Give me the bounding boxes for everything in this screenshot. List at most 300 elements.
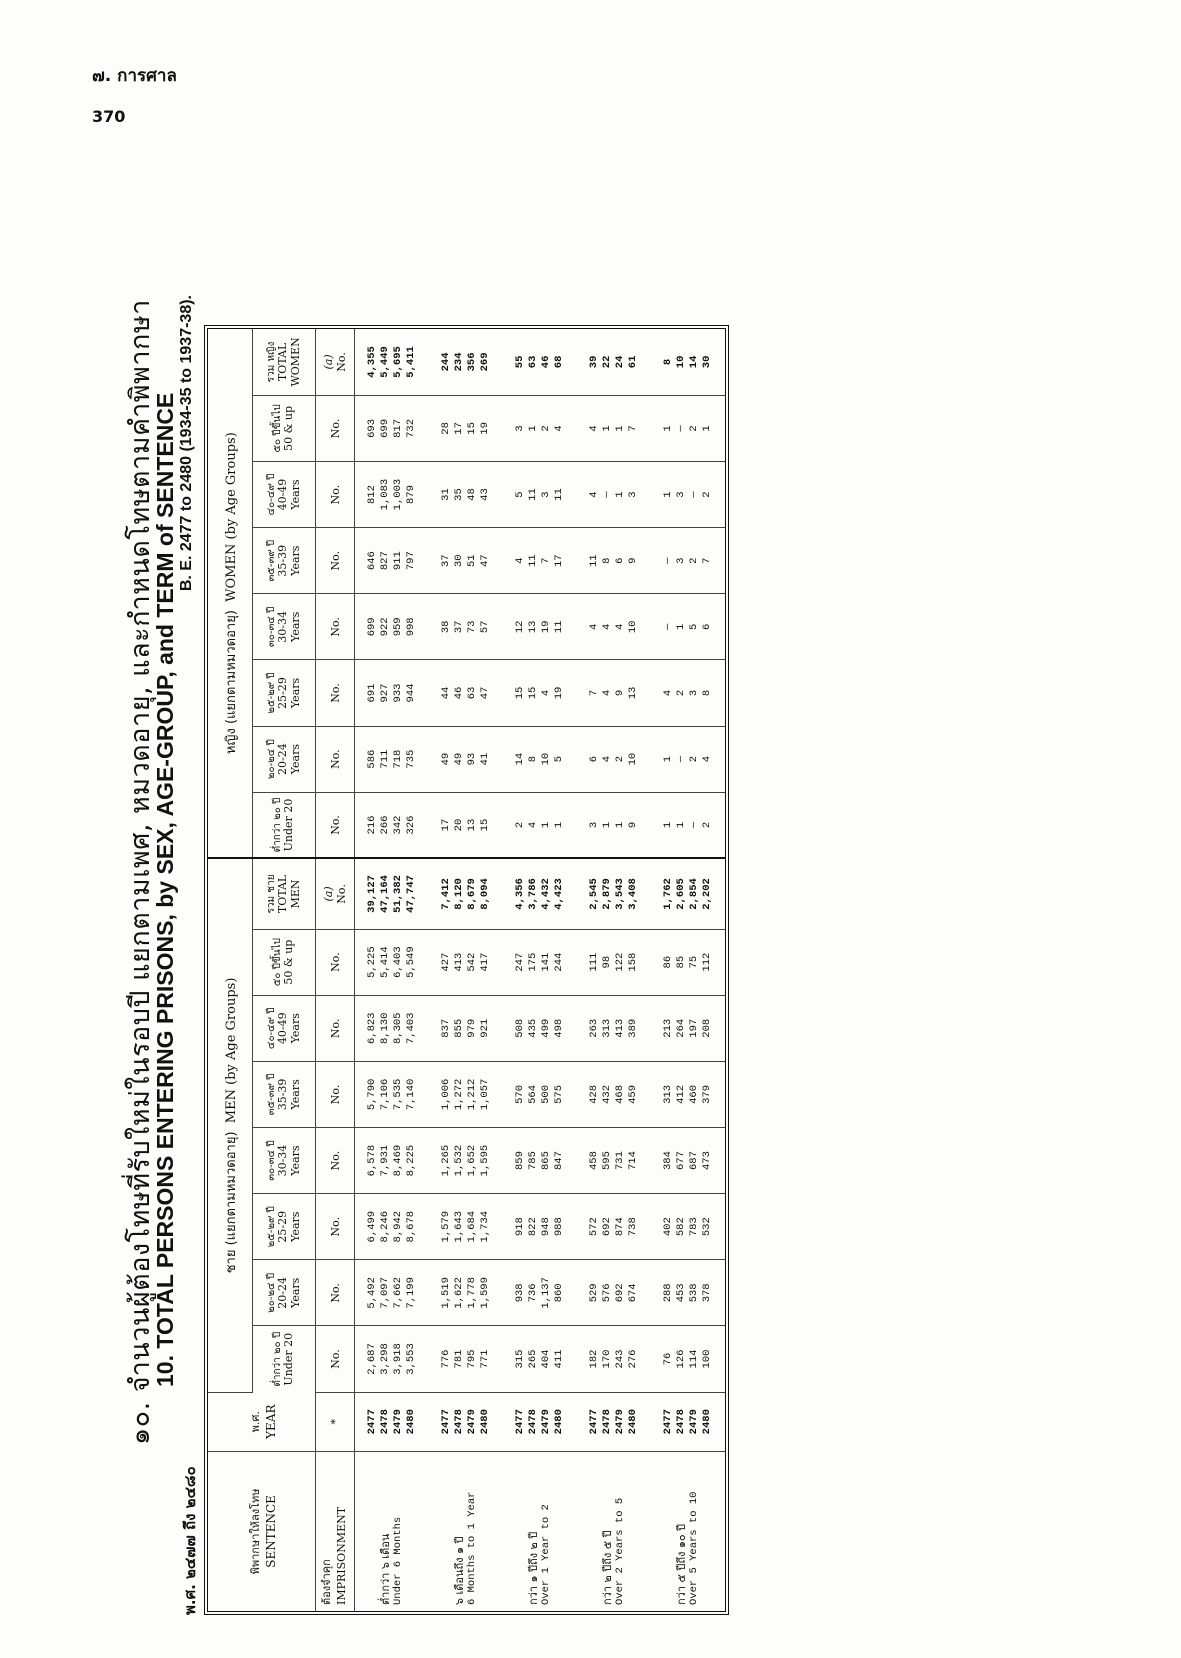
count-value: 243 <box>614 1349 626 1369</box>
sentence-group-row <box>651 329 725 1611</box>
count-value: 10 <box>540 752 552 766</box>
count-value: 4 <box>540 689 552 697</box>
count-value: 4 <box>601 755 613 763</box>
count-value: 1,003 <box>392 478 404 511</box>
count-value: 35 <box>453 488 465 501</box>
year-cell <box>355 1392 430 1451</box>
count-value: 837 <box>440 1018 452 1038</box>
sentence-group-row <box>355 329 430 1611</box>
count-value: 860 <box>553 1283 565 1303</box>
women-count-cell <box>651 329 725 395</box>
count-value: 582 <box>675 1217 687 1237</box>
count-value: 428 <box>588 1084 600 1104</box>
count-value: 263 <box>588 1018 600 1038</box>
women-count-cell <box>429 329 503 395</box>
count-value: 781 <box>453 1349 465 1369</box>
count-value: 9 <box>614 689 626 697</box>
women-count-cell <box>503 329 577 395</box>
count-value: 17 <box>553 554 565 567</box>
count-value: 5,449 <box>379 346 391 378</box>
count-value: 3,553 <box>405 1343 417 1375</box>
count-value: 342 <box>392 815 404 835</box>
count-value: 933 <box>392 683 404 703</box>
count-value: 216 <box>366 815 378 835</box>
count-value: 30 <box>701 355 713 369</box>
count-value: 7,140 <box>405 1078 417 1111</box>
count-value: 1,652 <box>466 1144 478 1177</box>
count-value: 795 <box>466 1349 478 1369</box>
count-value: 4,355 <box>366 346 378 378</box>
count-value: 731 <box>614 1151 626 1171</box>
count-value: 693 <box>366 418 378 438</box>
count-value: 14 <box>514 752 526 766</box>
count-value: 7 <box>627 425 639 432</box>
count-value: 7,097 <box>379 1277 391 1309</box>
count-value: 2 <box>688 557 700 564</box>
count-value: 8,120 <box>453 878 465 910</box>
women-count-cell <box>577 660 651 726</box>
count-value: 6 <box>701 623 713 630</box>
count-value: 4 <box>601 689 613 697</box>
men-count-cell <box>651 1194 725 1260</box>
count-value: 699 <box>379 418 391 438</box>
count-value: 2,879 <box>601 878 613 910</box>
count-value: 1,579 <box>440 1210 452 1243</box>
year-value: 2478 <box>527 1409 539 1435</box>
count-value: 911 <box>392 551 404 571</box>
women-count-cell <box>503 461 577 527</box>
count-value: 738 <box>627 1217 639 1237</box>
count-value: 10 <box>627 752 639 766</box>
count-value: 48 <box>466 488 478 501</box>
women-age-col-header: ต่ำกว่า ๒๐ ปี Under 20 <box>253 792 316 858</box>
count-value: 468 <box>614 1084 626 1104</box>
women-count-cell <box>355 329 430 395</box>
count-value: 927 <box>379 683 391 703</box>
men-count-cell <box>651 1260 725 1326</box>
count-value: — <box>688 821 700 829</box>
count-value: 98 <box>601 955 613 969</box>
women-count-cell <box>577 329 651 395</box>
count-value: 112 <box>701 952 713 972</box>
count-value: 276 <box>627 1349 639 1369</box>
no-label-cell: No. <box>316 660 355 726</box>
women-count-cell <box>503 792 577 858</box>
count-value: 37 <box>453 620 465 634</box>
count-value: 2,202 <box>701 878 713 910</box>
count-value: 508 <box>514 1018 526 1038</box>
women-count-cell <box>355 792 430 858</box>
count-value: 6 <box>588 755 600 763</box>
count-value: 921 <box>479 1018 491 1038</box>
count-value: — <box>688 491 700 498</box>
count-value: 473 <box>701 1151 713 1171</box>
men-count-cell <box>503 929 577 995</box>
count-value: 37 <box>440 554 452 567</box>
count-value: 7,403 <box>405 1012 417 1045</box>
count-value: 8 <box>701 689 713 697</box>
count-value: 711 <box>379 749 391 769</box>
women-age-col-header: ๓๕-๓๙ ปี 35-39 Years <box>253 528 316 594</box>
count-value: 7,535 <box>392 1078 404 1111</box>
year-header: พ.ศ. YEAR <box>208 1392 316 1451</box>
imprisonment-label: ต้องจำคุก IMPRISONMENT <box>316 1451 355 1611</box>
count-value: 13 <box>527 620 539 634</box>
count-value: 44 <box>440 686 452 700</box>
men-count-cell <box>577 995 651 1061</box>
count-value: 8 <box>662 358 674 366</box>
count-value: 17 <box>440 818 452 832</box>
count-value: 85 <box>675 955 687 969</box>
count-value: 3,408 <box>627 878 639 910</box>
women-count-cell <box>651 461 725 527</box>
count-value: 5,411 <box>405 346 417 378</box>
women-count-cell <box>355 395 430 461</box>
men-count-cell <box>577 1326 651 1392</box>
women-count-cell <box>577 594 651 660</box>
count-value: 6,823 <box>366 1012 378 1045</box>
men-count-cell <box>651 929 725 995</box>
count-value: 1 <box>614 491 626 498</box>
count-value: 11 <box>553 488 565 501</box>
year-value: 2478 <box>379 1409 391 1435</box>
count-value: 15 <box>514 686 526 700</box>
count-value: 111 <box>588 952 600 972</box>
no-label-cell: No. <box>316 929 355 995</box>
count-value: 500 <box>540 1084 552 1104</box>
count-value: 822 <box>527 1217 539 1237</box>
count-value: 15 <box>527 686 539 700</box>
count-value: 264 <box>675 1018 687 1038</box>
count-value: 859 <box>514 1151 526 1171</box>
count-value: 1,778 <box>466 1277 478 1309</box>
count-value: 718 <box>392 749 404 769</box>
count-value: 538 <box>688 1283 700 1303</box>
count-value: 11 <box>527 488 539 501</box>
count-value: 1 <box>701 425 713 432</box>
no-label-cell: No. <box>316 1260 355 1326</box>
count-value: 8,305 <box>392 1012 404 1045</box>
count-value: 3,918 <box>392 1343 404 1375</box>
women-count-cell <box>503 594 577 660</box>
women-count-cell <box>651 528 725 594</box>
count-value: 736 <box>527 1283 539 1303</box>
count-value: 2 <box>701 491 713 498</box>
count-value: 2 <box>688 755 700 763</box>
year-value: 2479 <box>688 1409 700 1435</box>
men-count-cell <box>651 1127 725 1193</box>
count-value: 7,106 <box>379 1078 391 1111</box>
count-value: 247 <box>514 952 526 972</box>
count-value: 15 <box>466 422 478 435</box>
men-count-cell <box>503 1127 577 1193</box>
count-value: 812 <box>366 485 378 505</box>
count-value: 17 <box>453 422 465 435</box>
no-label-cell: No. <box>316 395 355 461</box>
count-value: 51 <box>466 554 478 567</box>
count-value: 11 <box>527 554 539 567</box>
count-value: 100 <box>701 1349 713 1369</box>
count-value: 41 <box>479 752 491 766</box>
women-count-cell <box>503 726 577 792</box>
count-value: 5,549 <box>405 946 417 978</box>
count-value: 7 <box>701 557 713 564</box>
count-value: 86 <box>662 955 674 969</box>
count-value: 797 <box>405 551 417 571</box>
count-value: 817 <box>392 418 404 438</box>
women-count-cell <box>651 594 725 660</box>
count-value: 542 <box>466 952 478 972</box>
year-value: 2479 <box>466 1409 478 1435</box>
count-value: 1,762 <box>662 878 674 910</box>
count-value: 14 <box>688 355 700 369</box>
count-value: 4 <box>588 623 600 630</box>
count-value: — <box>675 425 687 432</box>
count-value: 944 <box>405 683 417 703</box>
count-value: 8,094 <box>479 878 491 910</box>
count-value: 61 <box>627 355 639 369</box>
count-value: 208 <box>701 1018 713 1038</box>
count-value: 458 <box>588 1151 600 1171</box>
women-count-cell <box>503 395 577 461</box>
count-value: 234 <box>453 352 465 372</box>
count-value: 170 <box>601 1349 613 1369</box>
count-value: 714 <box>627 1151 639 1171</box>
total-men-header: รวม ชาย TOTAL MEN <box>253 858 316 929</box>
count-value: 384 <box>662 1151 674 1171</box>
count-value: 49 <box>453 752 465 766</box>
year-cell <box>577 1392 651 1451</box>
count-value: 1 <box>614 821 626 829</box>
men-count-cell <box>577 1194 651 1260</box>
count-value: 182 <box>588 1349 600 1369</box>
year-value: 2477 <box>366 1409 378 1435</box>
women-count-cell <box>651 726 725 792</box>
count-value: 8,679 <box>466 878 478 910</box>
count-value: 5,225 <box>366 946 378 978</box>
count-value: 922 <box>379 617 391 637</box>
count-value: 1,532 <box>453 1144 465 1177</box>
count-value: 1,272 <box>453 1078 465 1111</box>
count-value: 244 <box>553 952 565 972</box>
count-value: 8,678 <box>405 1210 417 1243</box>
count-value: 55 <box>514 355 526 369</box>
men-count-cell <box>651 995 725 1061</box>
count-value: 5,790 <box>366 1078 378 1111</box>
count-value: 389 <box>627 1018 639 1038</box>
women-count-cell <box>651 660 725 726</box>
count-value: 570 <box>514 1084 526 1104</box>
count-value: 735 <box>405 749 417 769</box>
count-value: 959 <box>392 617 404 637</box>
year-value: 2479 <box>540 1409 552 1435</box>
women-count-cell <box>355 461 430 527</box>
sentence-group-row <box>577 329 651 1611</box>
count-value: 47,164 <box>379 875 391 913</box>
count-value: 4,432 <box>540 878 552 910</box>
women-count-cell <box>577 461 651 527</box>
count-value: 265 <box>527 1349 539 1369</box>
women-count-cell <box>429 395 503 461</box>
count-value: 10 <box>675 355 687 369</box>
count-value: 1,006 <box>440 1078 452 1111</box>
count-value: 564 <box>527 1084 539 1104</box>
count-value: 3,786 <box>527 878 539 910</box>
no-label-cell: No. <box>316 1127 355 1193</box>
count-value: 43 <box>479 488 491 501</box>
women-count-cell <box>429 792 503 858</box>
count-value: 269 <box>479 352 491 372</box>
women-count-cell <box>355 660 430 726</box>
count-value: 3 <box>588 821 600 829</box>
count-value: 2 <box>540 425 552 432</box>
count-value: 49 <box>440 752 452 766</box>
count-value: 453 <box>675 1283 687 1303</box>
count-value: 326 <box>405 815 417 835</box>
count-value: 459 <box>627 1084 639 1104</box>
women-count-cell <box>429 528 503 594</box>
year-value: 2480 <box>701 1409 713 1435</box>
women-count-cell <box>355 594 430 660</box>
women-count-cell <box>429 461 503 527</box>
count-value: 6,499 <box>366 1210 378 1243</box>
count-value: 9 <box>627 557 639 564</box>
count-value: 28 <box>440 422 452 435</box>
no-label-cell: No. <box>316 1061 355 1127</box>
imprisonment-mark: * <box>316 1392 355 1451</box>
no-label-cell: No. <box>316 461 355 527</box>
count-value: 1 <box>540 821 552 829</box>
count-value: 674 <box>627 1283 639 1303</box>
count-value: 411 <box>553 1349 565 1369</box>
year-cell <box>503 1392 577 1451</box>
men-count-cell <box>429 995 503 1061</box>
count-value: 1 <box>553 821 565 829</box>
year-value: 2479 <box>614 1409 626 1435</box>
count-value: 7 <box>588 689 600 697</box>
men-count-cell <box>503 1061 577 1127</box>
count-value: 2 <box>701 821 713 829</box>
men-count-cell <box>577 1061 651 1127</box>
count-value: 827 <box>379 551 391 571</box>
count-value: 776 <box>440 1349 452 1369</box>
page-number: 370 <box>92 107 126 126</box>
count-value: — <box>662 557 674 564</box>
count-value: 1 <box>675 623 687 630</box>
year-value: 2480 <box>479 1409 491 1435</box>
men-group-header: ชาย (แยกตามหมวดอายุ) MEN (by Age Groups) <box>208 858 253 1392</box>
count-value: 1 <box>527 425 539 432</box>
men-count-cell <box>429 1194 503 1260</box>
men-count-cell <box>429 858 503 929</box>
count-value: 197 <box>688 1018 700 1038</box>
count-value: 699 <box>366 617 378 637</box>
count-value: 1,137 <box>540 1277 552 1309</box>
women-count-cell <box>577 528 651 594</box>
count-value: 404 <box>540 1349 552 1369</box>
count-value: 998 <box>405 617 417 637</box>
count-value: 19 <box>540 620 552 634</box>
count-value: 1,684 <box>466 1210 478 1243</box>
women-count-cell <box>429 726 503 792</box>
count-value: 432 <box>601 1084 613 1104</box>
count-value: 4 <box>662 689 674 697</box>
count-value: 93 <box>466 752 478 766</box>
count-value: 855 <box>453 1018 465 1038</box>
count-value: 783 <box>688 1217 700 1237</box>
prison-statistics-table <box>204 325 729 1615</box>
count-value: 379 <box>701 1084 713 1104</box>
men-count-cell <box>429 1127 503 1193</box>
count-value: 39,127 <box>366 875 378 913</box>
count-value: 2,545 <box>588 878 600 910</box>
count-value: 8,225 <box>405 1144 417 1177</box>
count-value: 1,265 <box>440 1144 452 1177</box>
women-count-cell <box>577 395 651 461</box>
count-value: 63 <box>527 355 539 369</box>
count-value: 938 <box>514 1283 526 1303</box>
year-value: 2477 <box>514 1409 526 1435</box>
count-value: 63 <box>466 686 478 700</box>
men-count-cell <box>651 1326 725 1392</box>
men-count-cell <box>429 1061 503 1127</box>
count-value: 30 <box>453 554 465 567</box>
men-count-cell <box>355 995 430 1061</box>
count-value: 3 <box>627 491 639 498</box>
women-group-header: หญิง (แยกตามหมวดอายุ) WOMEN (by Age Groups) <box>208 329 253 858</box>
count-value: 576 <box>601 1283 613 1303</box>
sentence-header: พิพากษาให้ลงโทษ SENTENCE <box>208 1451 316 1611</box>
count-value: 19 <box>479 422 491 435</box>
year-value: 2480 <box>405 1409 417 1435</box>
year-value: 2478 <box>453 1409 465 1435</box>
count-value: 4 <box>614 623 626 630</box>
men-age-col-header: ๔๐-๔๙ ปี 40-49 Years <box>253 995 316 1061</box>
year-cell <box>429 1392 503 1451</box>
men-count-cell <box>577 1127 651 1193</box>
count-value: 692 <box>614 1283 626 1303</box>
count-value: 2,854 <box>688 878 700 910</box>
count-value: 412 <box>675 1084 687 1104</box>
count-value: 785 <box>527 1151 539 1171</box>
count-value: 2 <box>614 755 626 763</box>
count-value: 2,687 <box>366 1343 378 1375</box>
count-value: 1 <box>601 425 613 432</box>
count-value: 8,246 <box>379 1210 391 1243</box>
count-value: 575 <box>553 1084 565 1104</box>
count-value: 46 <box>453 686 465 700</box>
count-value: 4,356 <box>514 878 526 910</box>
count-value: 15 <box>479 818 491 832</box>
count-value: 20 <box>453 818 465 832</box>
count-value: 51,382 <box>392 875 404 913</box>
count-value: 6,578 <box>366 1144 378 1177</box>
no-label-cell: (a) No. <box>316 858 355 929</box>
men-count-cell <box>429 1326 503 1392</box>
count-value: 288 <box>662 1283 674 1303</box>
count-value: 8 <box>527 755 539 763</box>
women-count-cell <box>429 594 503 660</box>
count-value: 1,599 <box>479 1277 491 1309</box>
men-count-cell <box>651 1061 725 1127</box>
count-value: 4 <box>601 623 613 630</box>
count-value: 266 <box>379 815 391 835</box>
no-label-cell: No. <box>316 1326 355 1392</box>
count-value: 1 <box>662 755 674 763</box>
count-value: 5 <box>553 755 565 763</box>
count-value: 4 <box>514 557 526 564</box>
count-value: 460 <box>688 1084 700 1104</box>
